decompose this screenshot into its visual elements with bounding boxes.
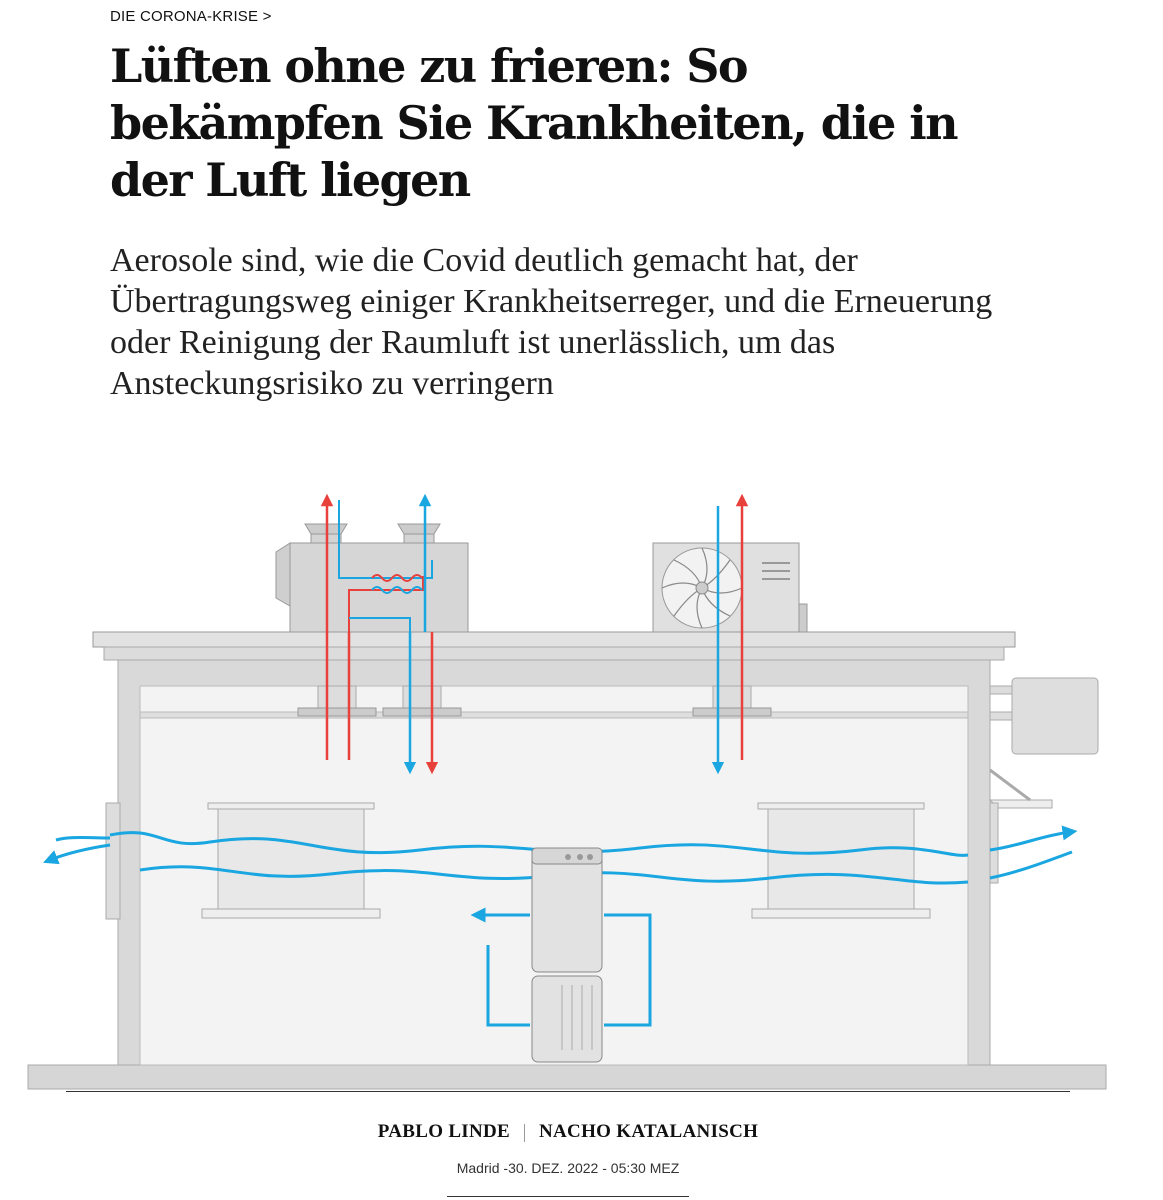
wall-unit-bracket: [990, 712, 1012, 720]
dateline-bottom-rule: [447, 1196, 689, 1197]
author-link[interactable]: NACHO KATALANISCH: [539, 1121, 759, 1142]
ceiling-beam: [140, 712, 968, 718]
author-link[interactable]: PABLO LINDE: [377, 1121, 511, 1142]
article-subheadline: Aerosole sind, wie die Covid deutlich gemacht hat, der Übertragungsweg einiger Krankheitserreger, und die Erneuerung oder Reinigung der Raumluft ist unerlässlich, um das Ansteckungsrisiko zu verringern: [110, 242, 993, 402]
window-hinge-line: [990, 770, 1030, 800]
window-icon: [202, 803, 380, 918]
dateline: Madrid -30. DEZ. 2022 - 05:30 MEZ: [456, 1160, 680, 1176]
window-icon: [752, 803, 930, 918]
ground-slab: [28, 1065, 1106, 1089]
byline-separator: [524, 1124, 525, 1142]
roof-fascia: [104, 647, 1004, 660]
left-wall-frame: [106, 803, 120, 919]
air-conditioner-icon: [653, 543, 807, 632]
roof-slab: [93, 632, 1015, 647]
byline: [0, 1121, 1136, 1143]
article-headline: Lüften ohne zu frieren: So bekämpfen Sie Krankheiten, die in der Luft liegen: [110, 39, 957, 207]
byline-top-rule: [66, 1091, 1070, 1092]
section-kicker-link[interactable]: DIE CORONA-KRISE >: [110, 8, 272, 25]
wall-unit-bracket: [990, 686, 1012, 694]
window-frame-right: [990, 803, 998, 883]
air-purifier-icon: [532, 848, 602, 1062]
exterior-wall-unit: [1012, 678, 1098, 754]
heat-recovery-unit-icon: [276, 500, 468, 632]
open-window-pane: [990, 800, 1052, 808]
ventilation-illustration: [0, 470, 1163, 1095]
